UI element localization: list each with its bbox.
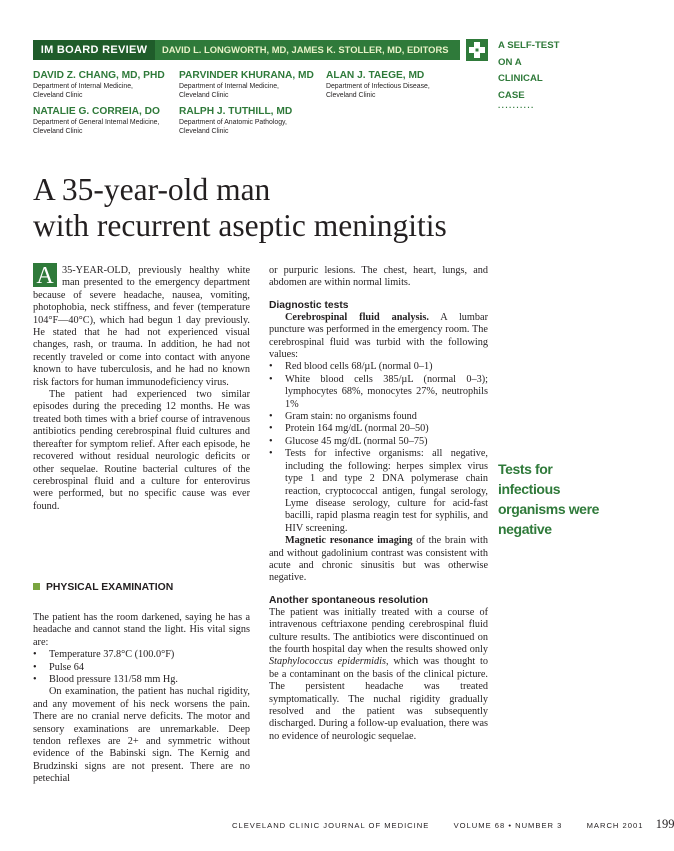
- paragraph: [33, 265, 250, 389]
- author-block: [179, 105, 292, 136]
- pull-quote: Tests for infectious organisms were negative: [498, 461, 599, 537]
- author-name: RALPH J. TUTHILL, MD: [179, 106, 293, 117]
- section-label: IM BOARD REVIEW: [33, 40, 155, 60]
- right-column: [269, 265, 488, 743]
- author-name: PARVINDER KHURANA, MD: [179, 70, 314, 81]
- self-test-line: CASE: [498, 89, 525, 101]
- author-affiliation: Department of Infectious Disease,: [326, 83, 430, 90]
- lead-in: 35-YEAR-OLD: [62, 265, 129, 276]
- vital-item: • Temperature 37.8°C (100.0°F): [33, 649, 175, 661]
- author-affiliation: Cleveland Clinic: [179, 92, 229, 99]
- vital-item: • Blood pressure 131/58 mm Hg.: [33, 674, 178, 686]
- author-affiliation: Department of Internal Medicine,: [179, 83, 279, 90]
- dotted-rule: ··········: [498, 103, 535, 112]
- editors-line: DAVID L. LONGWORTH, MD, JAMES K. STOLLER, MD, EDITORS: [162, 44, 449, 55]
- left-column-lower: [33, 612, 250, 786]
- author-affiliation: Department of Internal Medicine,: [33, 83, 133, 90]
- paragraph: or purpuric lesions. The chest, heart, lungs, and abdomen are within normal limits.: [269, 265, 488, 289]
- paragraph: On examination, the patient has nuchal rigidity, and any movement of his neck worsens the pain. There are no cranial nerve deficits. The motor and sensory examinations are unremarkable. Deep tendon reflexes are 2+ and symmetric without evidence of the Babinski sign. The Kernig and Brudzinski signs are not present. There are no petechial: [33, 686, 250, 785]
- subheading: Another spontaneous resolution: [269, 594, 429, 606]
- run-in-label: Cerebrospinal fluid analysis.: [285, 311, 429, 323]
- section-heading: [33, 582, 173, 593]
- organism-name: Staphylococcus epidermidis: [269, 656, 386, 668]
- left-column: [33, 265, 250, 513]
- lab-item: • Red blood cells 68/µL (normal 0–1): [269, 361, 433, 373]
- journal-name: CLEVELAND CLINIC JOURNAL OF MEDICINE: [232, 821, 430, 830]
- article-title: [33, 172, 553, 244]
- title-line: with recurrent aseptic meningitis: [33, 208, 447, 243]
- author-block: [179, 69, 314, 100]
- author-affiliation: Department of Anatomic Pathology,: [179, 119, 287, 126]
- lab-item: • Tests for infective organisms: all negative, including the following: herpes simplex virus type 1 and type 2 DNA polymerase chain reaction, cryptococcal antigen, fungal serology, Lyme disease serology, culture for acid-fast bacilli, rapid plasma reagin test for syphilis, and HIV screening.: [269, 448, 488, 534]
- self-test-line: ON A: [498, 56, 522, 68]
- paragraph-text: , previously healthy white man presented to the emergency department because of severe headache, nausea, vomiting, photophobia, neck stiffness, and fever (temperature 104°F—40°C), which had begun 1 day previously. He stated that he had not experienced visual changes, rash, or trauma. In addition, he had not recently traveled or come into contact with anyone known to have tuberculosis, and he had no known risk factors for human immunodeficiency virus.: [33, 265, 250, 388]
- issue-date: MARCH 2001: [586, 821, 644, 830]
- cross-logo-icon: [466, 39, 488, 61]
- paragraph: The patient had experienced two similar episodes during the preceding 12 months. He was treated both times with a brief course of intravenous antibiotics pending cerebrospinal fluid cultures and thereafter for symptom relief. After each episode, he recovered without residual neurologic deficits or other sequelae. Routine bacterial cultures of the cerebrospinal fluid and a culture for enterovirus were performed, but no specific cause was ever found.: [33, 389, 250, 512]
- author-block: [33, 69, 165, 100]
- drop-cap: A: [33, 263, 57, 287]
- vital-item: • Pulse 64: [33, 661, 85, 673]
- volume-issue: VOLUME 68 • NUMBER 3: [453, 821, 563, 830]
- paragraph: The patient has the room darkened, saying he has a headache and cannot stand the light. His vital signs are:: [33, 612, 250, 648]
- subheading: Diagnostic tests: [269, 299, 349, 311]
- author-affiliation: Department of General Internal Medicine,: [33, 119, 160, 126]
- self-test-line: CLINICAL: [498, 73, 543, 84]
- author-name: DAVID Z. CHANG, MD, PHD: [33, 70, 165, 81]
- self-test-line: A SELF-TEST: [498, 40, 560, 51]
- self-test-label: [498, 38, 578, 112]
- author-affiliation: Cleveland Clinic: [33, 92, 83, 99]
- paragraph: Cerebrospinal fluid analysis. A lumbar puncture was performed in the emergency room. The cerebrospinal fluid was turbid with the following values:: [269, 311, 488, 361]
- page-footer: [232, 817, 674, 832]
- page-number: 199: [655, 817, 674, 831]
- lab-item: • Protein 164 mg/dL (normal 20–50): [269, 423, 429, 435]
- paragraph: Magnetic resonance imaging of the brain with and without gadolinium contrast was consistent with acute and chronic sinusitis but was otherwise negative.: [269, 535, 488, 584]
- author-block: [33, 105, 160, 136]
- author-name: ALAN J. TAEGE, MD: [326, 70, 425, 81]
- lab-item: • Glucose 45 mg/dL (normal 50–75): [269, 435, 428, 447]
- author-affiliation: Cleveland Clinic: [33, 128, 83, 135]
- square-bullet-icon: [33, 583, 40, 590]
- author-affiliation: Cleveland Clinic: [326, 92, 376, 99]
- author-block: [326, 69, 430, 100]
- paragraph: The patient was initially treated with a course of intravenous ceftriaxone pending cerebrospinal fluid culture results. The antibiotics were discontinued on the fourth hospital day when the results showed only Staphylococcus epidermidis, which was thought to be a contaminant on the basis of the clinical picture. The persistent headache was treated symptomatically. The nuchal rigidity gradually resolved and the patient was subsequently discharged. During a follow-up evaluation, there was no evidence of neurologic sequelae.: [269, 606, 488, 742]
- author-name: NATALIE G. CORREIA, DO: [33, 106, 160, 117]
- title-line: A 35-year-old man: [33, 172, 271, 207]
- lab-item: • White blood cells 385/µL (normal 0–3); lymphocytes 68%, monocytes 27%, neutrophils 1%: [269, 373, 488, 410]
- lab-item: • Gram stain: no organisms found: [269, 411, 417, 423]
- section-heading-text: PHYSICAL EXAMINATION: [46, 582, 174, 593]
- author-affiliation: Cleveland Clinic: [179, 128, 229, 135]
- run-in-label: Magnetic resonance imaging: [285, 535, 413, 547]
